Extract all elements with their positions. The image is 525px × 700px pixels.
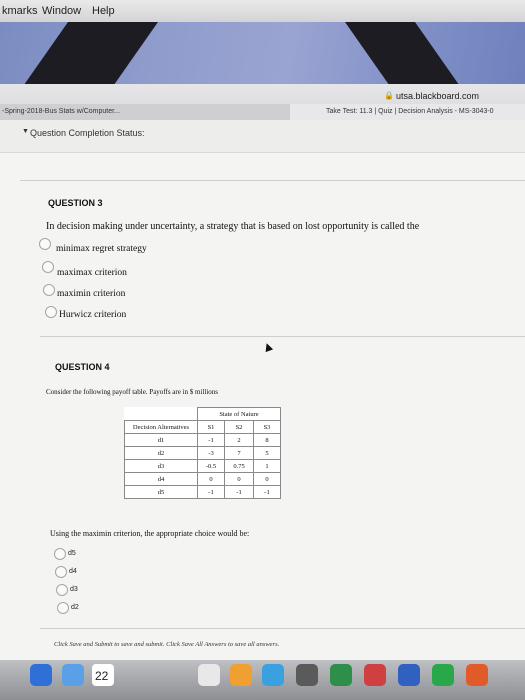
q4-question: Using the maximin criterion, the appropriate choice would be: [50, 529, 250, 538]
q4-option-3[interactable]: d3 [70, 586, 78, 593]
q3-option-3[interactable]: maximin criterion [57, 289, 126, 299]
app-icon[interactable] [230, 664, 252, 686]
calendar-icon[interactable] [92, 664, 114, 686]
status-label: Question Completion Status: [30, 128, 145, 138]
q3-text: In decision making under uncertainty, a strategy that is based on lost opportunity is called the [46, 221, 420, 232]
app-icon[interactable] [466, 664, 488, 686]
q3-option-1[interactable]: minimax regret strategy [56, 244, 147, 254]
q3-radio-2[interactable] [42, 261, 54, 273]
app-icon[interactable] [62, 664, 84, 686]
divider [40, 336, 525, 337]
q4-radio-4[interactable] [57, 602, 69, 614]
q4-radio-2[interactable] [55, 566, 67, 578]
divider [40, 628, 525, 629]
table-row: d3 -0.5 0.75 1 [125, 460, 281, 473]
address-bar[interactable] [300, 88, 520, 104]
table-row: d1 -1 2 8 [125, 434, 281, 447]
q4-radio-1[interactable] [54, 548, 66, 560]
app-icon[interactable] [364, 664, 386, 686]
divider [20, 180, 525, 181]
q3-option-4[interactable]: Hurwicz criterion [59, 310, 127, 320]
menu-help[interactable]: Help [92, 5, 115, 17]
photos-icon[interactable] [198, 664, 220, 686]
payoff-table [124, 407, 281, 499]
app-icon[interactable] [296, 664, 318, 686]
url-text: utsa.blackboard.com [396, 91, 480, 101]
app-icon[interactable] [330, 664, 352, 686]
table-row: d4 0 0 0 [125, 473, 281, 486]
tab-test[interactable]: Take Test: 11.3 | Quiz | Decision Analysis - MS-3043-0 [290, 104, 525, 120]
state-s2: S2 [225, 421, 254, 434]
q3-radio-4[interactable] [45, 306, 57, 318]
q4-title: QUESTION 4 [55, 362, 110, 372]
save-submit-note: Click Save and Submit to save and submit. Click Save All Answers to save all answers. [54, 641, 280, 648]
state-of-nature-header: State of Nature [198, 408, 281, 421]
table-row: d2 -3 7 5 [125, 447, 281, 460]
q3-title: QUESTION 3 [48, 198, 103, 208]
tab-course[interactable]: -Spring-2018-Bus Stats w/Computer... [0, 104, 290, 120]
desktop-background [0, 22, 525, 88]
calendar-day: 22 [95, 669, 109, 683]
decision-alternatives-header: Decision Alternatives [125, 421, 198, 434]
finder-icon[interactable] [30, 664, 52, 686]
state-s3: S3 [254, 421, 281, 434]
expand-triangle-icon[interactable]: ▼ [22, 128, 29, 135]
menu-bar [0, 0, 525, 23]
q4-radio-3[interactable] [56, 584, 68, 596]
app-icon[interactable] [432, 664, 454, 686]
q4-option-2[interactable]: d4 [69, 568, 77, 575]
menu-bookmarks[interactable]: kmarks [2, 5, 38, 17]
table-row: d5 -1 -1 -1 [125, 486, 281, 499]
test-page [0, 120, 525, 660]
mouse-cursor-icon [263, 342, 273, 352]
state-s1: S1 [198, 421, 225, 434]
question-completion-status[interactable] [0, 120, 525, 153]
app-icon[interactable] [262, 664, 284, 686]
q3-option-2[interactable]: maximax criterion [57, 268, 127, 278]
q4-option-4[interactable]: d2 [71, 604, 79, 611]
lock-icon: 🔒 [384, 91, 394, 100]
q4-option-1[interactable]: d5 [68, 550, 76, 557]
q3-radio-3[interactable] [43, 284, 55, 296]
menu-window[interactable]: Window [42, 5, 82, 17]
app-icon[interactable] [398, 664, 420, 686]
q4-intro: Consider the following payoff table. Payoffs are in $ millions [46, 388, 218, 396]
q3-radio-1[interactable] [39, 238, 51, 250]
